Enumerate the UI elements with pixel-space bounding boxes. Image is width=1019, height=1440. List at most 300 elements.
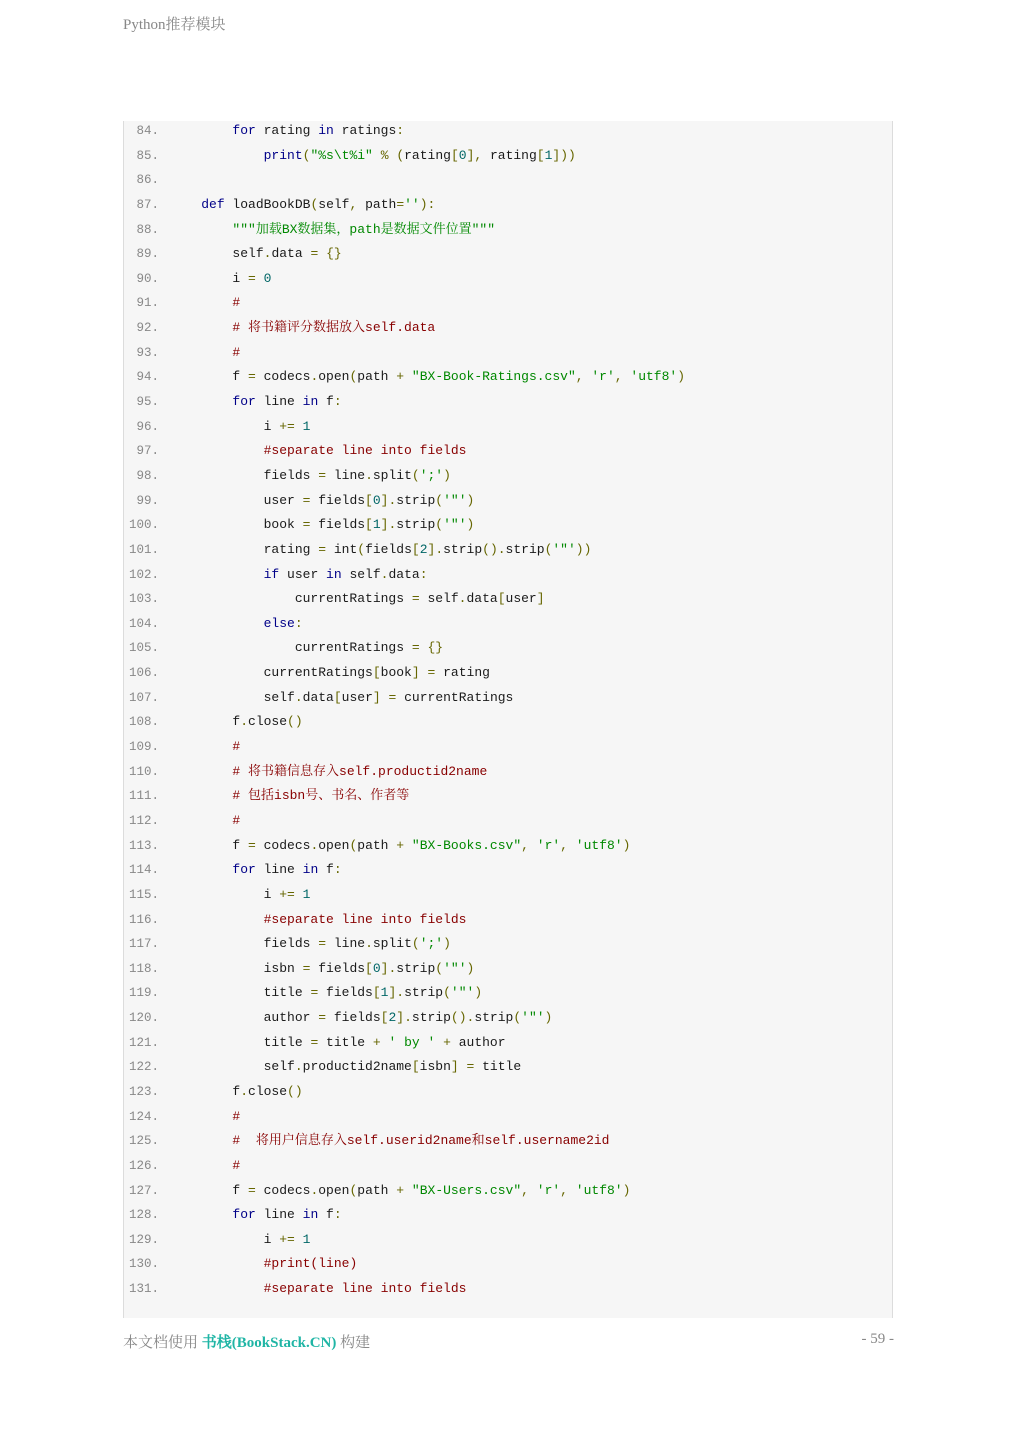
- code-token: """加载BX数据集，path是数据文件位置""": [232, 221, 496, 237]
- line-code: [170, 1131, 609, 1151]
- code-line: [124, 638, 892, 663]
- code-token: rating: [435, 665, 490, 681]
- code-token: ]: [411, 665, 420, 681]
- code-token: (: [513, 1010, 522, 1026]
- code-token: 2: [419, 541, 428, 557]
- code-token: rating: [404, 147, 451, 163]
- code-token: def: [201, 196, 225, 212]
- code-token: 'r': [536, 1182, 561, 1198]
- code-token: i: [170, 418, 280, 434]
- code-token: [: [450, 147, 459, 163]
- code-line: [124, 762, 892, 787]
- code-token: 1: [302, 1231, 311, 1247]
- code-token: [: [411, 1059, 420, 1075]
- code-token: :: [294, 615, 303, 631]
- code-line: [124, 1181, 892, 1206]
- code-token: )): [575, 541, 592, 557]
- code-token: ]: [372, 689, 381, 705]
- code-token: currentRatings: [170, 665, 373, 681]
- code-line: [124, 392, 892, 417]
- code-token: '"': [521, 1010, 545, 1026]
- code-token: # 将书籍评分数据放入self.data: [232, 320, 436, 336]
- code-token: f: [318, 394, 334, 410]
- code-token: fields: [326, 1010, 381, 1026]
- code-token: .: [310, 369, 319, 385]
- code-token: ): [544, 1010, 553, 1026]
- code-token: {}: [427, 640, 444, 656]
- line-code: [170, 417, 310, 437]
- line-code: [170, 614, 303, 634]
- line-number: 107.: [128, 690, 159, 705]
- line-number: 101.: [128, 542, 159, 557]
- code-token: [170, 1256, 264, 1271]
- code-token: :: [333, 394, 342, 410]
- code-token: [373, 148, 381, 163]
- code-line: [124, 1107, 892, 1132]
- code-token: [318, 246, 326, 261]
- code-token: (: [435, 517, 444, 533]
- code-token: ().: [482, 541, 506, 557]
- code-token: for: [232, 1207, 256, 1223]
- code-token: [170, 1109, 232, 1124]
- code-token: line: [255, 1207, 303, 1223]
- code-token: split: [372, 467, 412, 483]
- code-token: open: [318, 369, 350, 385]
- code-token: ): [677, 369, 686, 385]
- code-token: 1: [302, 886, 311, 902]
- line-number: 111.: [128, 789, 159, 804]
- code-token: [170, 295, 232, 310]
- code-token: ])): [552, 147, 576, 163]
- code-line: [124, 860, 892, 885]
- line-code: [170, 392, 342, 412]
- page-footer: [123, 1331, 370, 1352]
- code-line: [124, 1205, 892, 1230]
- line-code: [170, 491, 474, 511]
- code-token: ],: [466, 147, 483, 163]
- line-code: [170, 293, 240, 313]
- code-token: =: [427, 665, 436, 681]
- page-header-title: Python推荐模块: [123, 17, 226, 33]
- code-token: #: [232, 812, 241, 828]
- code-token: user: [341, 689, 373, 705]
- code-line: [124, 417, 892, 442]
- code-token: .: [294, 1059, 303, 1075]
- code-token: (: [310, 196, 319, 212]
- code-token: book: [170, 517, 303, 533]
- code-token: 1: [372, 517, 381, 533]
- code-token: currentRatings: [170, 640, 412, 656]
- code-line: [124, 712, 892, 737]
- line-code: [170, 712, 303, 732]
- line-code: [170, 589, 545, 609]
- code-token: fields: [365, 541, 412, 557]
- code-token: self: [341, 566, 381, 582]
- code-token: print: [263, 147, 303, 163]
- code-token: # 将书籍信息存入self.productid2name: [232, 763, 488, 779]
- code-token: '"': [443, 492, 467, 508]
- code-token: [256, 271, 264, 286]
- code-token: f: [318, 1207, 334, 1223]
- code-token: fields: [170, 936, 319, 952]
- code-token: codecs: [255, 1182, 311, 1198]
- code-token: ().: [450, 1010, 475, 1026]
- code-token: ].: [380, 517, 397, 533]
- code-token: 0: [372, 492, 381, 508]
- code-token: .: [365, 467, 373, 483]
- code-token: (): [287, 714, 303, 730]
- code-token: ): [466, 492, 475, 508]
- code-token: .: [240, 714, 249, 730]
- code-token: (: [435, 492, 444, 508]
- code-token: strip: [396, 517, 436, 533]
- code-token: (: [396, 147, 405, 163]
- line-number: 126.: [128, 1158, 159, 1173]
- code-token: ' by ': [388, 1034, 436, 1050]
- line-code: [170, 1033, 506, 1053]
- code-line: [124, 1156, 892, 1181]
- code-token: "BX-Users.csv": [411, 1182, 522, 1198]
- code-token: in: [318, 123, 334, 138]
- code-token: [: [497, 591, 506, 607]
- code-line: [124, 195, 892, 220]
- line-code: [170, 540, 591, 560]
- line-code: [170, 220, 495, 240]
- code-token: {}: [326, 246, 342, 262]
- code-token: [: [365, 517, 373, 533]
- code-token: [170, 1133, 232, 1148]
- code-token: +=: [279, 886, 295, 902]
- code-token: [170, 1207, 232, 1222]
- code-token: codecs: [255, 837, 311, 853]
- code-token: #: [232, 1157, 241, 1173]
- code-token: data: [466, 591, 498, 607]
- code-token: ].: [380, 960, 397, 976]
- code-token: [170, 813, 232, 828]
- line-number: 106.: [128, 666, 159, 681]
- code-token: [: [365, 960, 373, 976]
- code-token: in: [326, 566, 342, 582]
- code-token: ,: [521, 1182, 529, 1198]
- code-token: f: [170, 369, 249, 385]
- code-token: =: [411, 640, 420, 656]
- code-token: path: [357, 196, 397, 212]
- code-line: [124, 146, 892, 171]
- code-token: ):: [419, 196, 436, 212]
- code-token: ]: [536, 591, 545, 607]
- code-token: ]: [450, 1059, 459, 1075]
- line-code: [170, 688, 513, 708]
- code-token: [404, 1183, 412, 1198]
- code-token: self: [419, 591, 459, 607]
- code-token: isbn: [170, 960, 303, 976]
- code-line: [124, 367, 892, 392]
- code-line: [124, 1057, 892, 1082]
- line-code: [170, 515, 474, 535]
- code-token: =: [411, 591, 420, 607]
- code-token: ): [474, 985, 483, 1001]
- code-token: title: [474, 1059, 522, 1075]
- code-token: +=: [279, 1231, 295, 1247]
- line-code: [170, 1230, 310, 1250]
- code-token: in: [302, 1207, 319, 1223]
- bookstack-link[interactable]: 书栈(BookStack.CN): [201, 1335, 337, 1351]
- footer-suffix: 构建: [336, 1335, 371, 1351]
- code-line: [124, 121, 892, 146]
- code-line: [124, 1230, 892, 1255]
- code-token: fields: [310, 492, 366, 508]
- code-token: i: [170, 886, 280, 902]
- code-token: +: [396, 369, 405, 385]
- code-token: =: [318, 541, 327, 557]
- code-token: [404, 369, 412, 384]
- code-line: [124, 343, 892, 368]
- code-line: [124, 1254, 892, 1279]
- code-token: user: [170, 492, 303, 508]
- code-token: [: [372, 985, 381, 1001]
- line-number: 114.: [128, 863, 159, 878]
- line-number: 94.: [136, 370, 159, 385]
- line-number: 128.: [128, 1208, 159, 1223]
- code-token: # 将用户信息存入self.userid2name和self.username2id: [232, 1133, 610, 1149]
- code-token: f: [170, 1182, 249, 1198]
- code-token: .: [263, 246, 272, 262]
- code-token: line: [326, 936, 366, 952]
- line-code: [170, 910, 466, 930]
- code-token: [381, 690, 389, 705]
- code-token: ';': [419, 467, 444, 483]
- code-token: +: [443, 1034, 451, 1050]
- code-token: [170, 1158, 232, 1173]
- line-code: [170, 860, 342, 880]
- code-token: .: [458, 591, 467, 607]
- code-token: =: [248, 837, 256, 853]
- code-token: [: [365, 492, 373, 508]
- code-token: =: [466, 1059, 475, 1075]
- code-line: [124, 170, 892, 195]
- code-token: [295, 419, 303, 434]
- code-token: currentRatings: [170, 591, 412, 607]
- code-token: [170, 1281, 264, 1296]
- line-number: 125.: [128, 1134, 159, 1149]
- code-token: "BX-Books.csv": [411, 837, 522, 853]
- code-token: [170, 788, 232, 803]
- code-block: [123, 121, 893, 1318]
- code-token: [170, 394, 232, 409]
- code-line: [124, 220, 892, 245]
- code-token: split: [372, 936, 412, 952]
- code-token: user: [279, 566, 327, 582]
- code-token: title: [170, 985, 311, 1001]
- code-line: [124, 1008, 892, 1033]
- code-token: author: [170, 1010, 319, 1026]
- code-token: [170, 123, 232, 138]
- code-token: self: [170, 246, 264, 262]
- line-code: [170, 638, 443, 658]
- code-token: [170, 616, 264, 631]
- code-token: strip: [411, 1010, 451, 1026]
- code-token: fields: [310, 517, 366, 533]
- line-code: [170, 737, 240, 757]
- code-token: self: [318, 196, 350, 212]
- code-line: [124, 269, 892, 294]
- code-line: [124, 589, 892, 614]
- line-number: 93.: [136, 345, 159, 360]
- code-token: +: [372, 1034, 381, 1050]
- code-token: ,: [560, 1182, 568, 1198]
- code-token: [568, 838, 576, 853]
- code-token: ): [443, 936, 451, 952]
- code-line: [124, 959, 892, 984]
- code-token: =: [310, 1034, 319, 1050]
- line-number: 95.: [136, 395, 159, 410]
- code-token: strip: [474, 1010, 514, 1026]
- code-token: .: [310, 1182, 319, 1198]
- code-line: [124, 737, 892, 762]
- line-number: 131.: [128, 1282, 159, 1297]
- code-token: '"': [552, 541, 576, 557]
- line-code: [170, 1008, 552, 1028]
- code-token: path: [357, 1182, 397, 1198]
- code-token: 0: [263, 270, 272, 286]
- code-token: .: [240, 1083, 249, 1099]
- code-token: ,: [560, 837, 568, 853]
- line-code: [170, 786, 409, 806]
- code-line: [124, 540, 892, 565]
- code-token: =: [302, 960, 311, 976]
- line-number: 112.: [128, 813, 159, 828]
- line-code: [170, 983, 482, 1003]
- code-token: =: [248, 369, 256, 385]
- line-number: 117.: [128, 937, 159, 952]
- code-token: [295, 1232, 303, 1247]
- code-token: [170, 764, 232, 779]
- line-number: 90.: [136, 271, 159, 286]
- code-token: path: [357, 837, 397, 853]
- code-token: '': [404, 196, 420, 212]
- code-token: [170, 345, 232, 360]
- code-token: '"': [443, 517, 467, 533]
- code-token: [404, 838, 412, 853]
- line-number: 108.: [128, 715, 159, 730]
- line-number: 113.: [128, 838, 159, 853]
- code-line: [124, 836, 892, 861]
- code-token: path: [357, 369, 397, 385]
- code-token: else: [263, 615, 295, 631]
- code-token: #: [232, 1108, 241, 1124]
- code-token: strip: [396, 492, 436, 508]
- code-token: '"': [450, 985, 475, 1001]
- code-token: [170, 862, 232, 877]
- code-token: [: [411, 541, 420, 557]
- page-number: - 59 -: [861, 1331, 894, 1347]
- code-line: [124, 786, 892, 811]
- code-token: :: [333, 862, 342, 878]
- code-token: [: [333, 689, 342, 705]
- code-token: (: [544, 541, 553, 557]
- line-number: 115.: [128, 887, 159, 902]
- code-token: =: [310, 985, 319, 1001]
- line-number: 130.: [128, 1257, 159, 1272]
- line-code: [170, 1254, 357, 1274]
- code-token: (: [349, 369, 358, 385]
- line-number: 119.: [128, 986, 159, 1001]
- line-number: 124.: [128, 1109, 159, 1124]
- line-code: [170, 663, 490, 683]
- line-number: 127.: [128, 1183, 159, 1198]
- code-line: [124, 910, 892, 935]
- code-token: 'utf8': [630, 369, 678, 385]
- code-token: rating: [255, 123, 319, 138]
- code-token: strip: [404, 985, 444, 1001]
- code-token: i: [170, 270, 249, 286]
- code-token: for: [232, 123, 256, 138]
- code-token: .: [294, 689, 303, 705]
- line-code: [170, 244, 342, 264]
- code-token: #separate line into fields: [263, 1281, 467, 1297]
- code-token: rating: [170, 541, 319, 557]
- line-number: 103.: [128, 592, 159, 607]
- line-number: 85.: [136, 148, 159, 163]
- code-token: #: [232, 295, 241, 311]
- code-token: [: [536, 147, 545, 163]
- code-token: book: [380, 665, 412, 681]
- line-code: [170, 959, 474, 979]
- code-token: :: [396, 123, 405, 138]
- line-number: 109.: [128, 740, 159, 755]
- code-token: =: [318, 936, 327, 952]
- code-token: [170, 197, 201, 212]
- line-code: [170, 1279, 466, 1299]
- code-token: 'utf8': [575, 837, 623, 853]
- code-token: [170, 443, 264, 458]
- code-line: [124, 614, 892, 639]
- code-token: int: [326, 541, 358, 557]
- code-token: data: [271, 246, 311, 262]
- code-token: title: [170, 1034, 311, 1050]
- code-token: 1: [380, 985, 389, 1001]
- code-token: self: [170, 1059, 295, 1075]
- line-code: [170, 146, 576, 166]
- code-token: codecs: [255, 369, 311, 385]
- code-token: [: [380, 1010, 389, 1026]
- code-line: [124, 466, 892, 491]
- code-token: =: [388, 689, 397, 705]
- code-token: ): [622, 1182, 631, 1198]
- code-token: title: [318, 1034, 373, 1050]
- code-token: currentRatings: [396, 689, 514, 705]
- code-token: fields: [310, 960, 366, 976]
- code-token: ,: [614, 369, 623, 385]
- code-token: loadBookDB: [224, 196, 311, 212]
- code-token: 0: [372, 960, 381, 976]
- code-token: ): [466, 517, 475, 533]
- code-token: line: [255, 394, 303, 410]
- line-code: [170, 811, 240, 831]
- code-token: [170, 148, 264, 163]
- line-number: 123.: [128, 1084, 159, 1099]
- code-token: =: [310, 246, 319, 262]
- code-token: [568, 1183, 576, 1198]
- code-line: [124, 293, 892, 318]
- code-token: strip: [505, 541, 545, 557]
- code-token: line: [255, 862, 303, 878]
- line-number: 105.: [128, 641, 159, 656]
- line-code: [170, 466, 451, 486]
- code-token: =: [396, 196, 405, 212]
- code-token: in: [302, 394, 319, 410]
- code-token: data: [302, 689, 334, 705]
